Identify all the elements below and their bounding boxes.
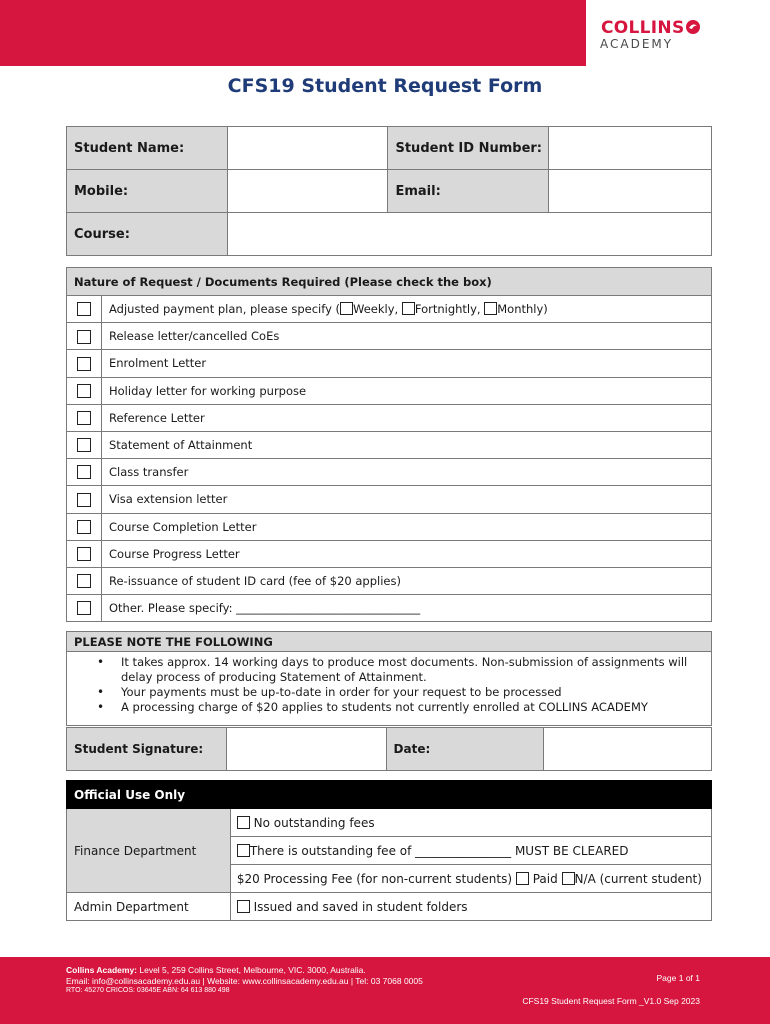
list-item bbox=[67, 595, 712, 622]
list-item bbox=[67, 323, 712, 350]
list-item bbox=[67, 404, 712, 431]
request-checkbox[interactable] bbox=[77, 520, 91, 534]
no-fees-label: No outstanding fees bbox=[253, 815, 375, 830]
request-table bbox=[66, 267, 712, 622]
student-name-field[interactable] bbox=[227, 127, 388, 170]
notes-table bbox=[66, 631, 712, 726]
outstanding-fee-label: There is outstanding fee of ________________ MUST BE CLEARED bbox=[249, 843, 629, 858]
student-id-field[interactable] bbox=[549, 127, 712, 170]
page-number: Page 1 of 1 bbox=[656, 973, 700, 983]
fortnightly-checkbox[interactable] bbox=[402, 302, 415, 315]
course-field[interactable] bbox=[227, 213, 711, 256]
footer-address bbox=[66, 965, 366, 975]
list-item bbox=[67, 377, 712, 404]
request-label: Reference Letter bbox=[102, 404, 712, 431]
mobile-label: Mobile: bbox=[67, 170, 228, 213]
request-label: Enrolment Letter bbox=[102, 350, 712, 377]
na-checkbox[interactable] bbox=[562, 872, 575, 885]
request-label: Class transfer bbox=[102, 459, 712, 486]
logo bbox=[586, 0, 770, 66]
request-label: Course Progress Letter bbox=[102, 540, 712, 567]
logo-swirl-icon bbox=[685, 19, 701, 35]
request-label: Visa extension letter bbox=[102, 486, 712, 513]
list-item bbox=[67, 567, 712, 594]
footer-address-text: Level 5, 259 Collins Street, Melbourne, VIC. 3000, Australia. bbox=[137, 965, 366, 975]
request-checkbox[interactable] bbox=[77, 384, 91, 398]
list-item bbox=[67, 540, 712, 567]
footer-rto: RTO: 45270 CRICOS: 03645E ABN: 64 613 880 498 bbox=[66, 987, 230, 994]
na-label: N/A (current student) bbox=[574, 871, 702, 886]
email-field[interactable] bbox=[549, 170, 712, 213]
request-checkbox[interactable] bbox=[77, 411, 91, 425]
request-heading: Nature of Request / Documents Required (Please check the box) bbox=[67, 268, 712, 296]
request-checkbox[interactable] bbox=[77, 330, 91, 344]
course-label: Course: bbox=[67, 213, 228, 256]
other-checkbox[interactable] bbox=[77, 601, 91, 615]
list-item bbox=[67, 459, 712, 486]
signature-label: Student Signature: bbox=[67, 728, 227, 771]
request-checkbox[interactable] bbox=[77, 357, 91, 371]
paid-label: Paid bbox=[532, 871, 558, 886]
monthly-checkbox[interactable] bbox=[484, 302, 497, 315]
issued-label: Issued and saved in student folders bbox=[253, 899, 468, 914]
admin-department-label: Admin Department bbox=[67, 893, 231, 921]
official-heading: Official Use Only bbox=[67, 781, 712, 809]
request-checkbox[interactable] bbox=[77, 574, 91, 588]
list-item bbox=[67, 513, 712, 540]
request-label: Re-issuance of student ID card (fee of $20 applies) bbox=[102, 567, 712, 594]
logo-text-academy: ACADEMY bbox=[600, 37, 674, 51]
other-label: Other. Please specify: ________________________________ bbox=[102, 595, 712, 622]
form-version: CFS19 Student Request Form _V1.0 Sep 2023 bbox=[522, 996, 700, 1006]
page-title: CFS19 Student Request Form bbox=[227, 75, 543, 97]
date-field[interactable] bbox=[544, 728, 712, 771]
notes-heading: PLEASE NOTE THE FOLLOWING bbox=[67, 632, 712, 652]
weekly-checkbox[interactable] bbox=[340, 302, 353, 315]
footer bbox=[0, 957, 770, 1024]
request-label: Statement of Attainment bbox=[102, 431, 712, 458]
mobile-field[interactable] bbox=[227, 170, 388, 213]
payment-plan-label: Adjusted payment plan, please specify ( bbox=[109, 302, 341, 317]
finance-department-label: Finance Department bbox=[67, 809, 231, 893]
signature-field[interactable] bbox=[226, 728, 386, 771]
request-label: Release letter/cancelled CoEs bbox=[102, 323, 712, 350]
note-item: • A processing charge of $20 applies to students not currently enrolled at COLLINS ACADEMY bbox=[97, 700, 701, 715]
logo-text-collins: COLLINS bbox=[601, 18, 685, 38]
list-item bbox=[67, 486, 712, 513]
fortnightly-label: Fortnightly, bbox=[414, 302, 481, 317]
outstanding-fee-checkbox[interactable] bbox=[237, 844, 250, 857]
date-label: Date: bbox=[386, 728, 544, 771]
official-use-table bbox=[66, 780, 712, 921]
list-item bbox=[67, 296, 712, 323]
request-checkbox[interactable] bbox=[77, 493, 91, 507]
weekly-label: Weekly, bbox=[353, 302, 399, 317]
request-label: Course Completion Letter bbox=[102, 513, 712, 540]
request-checkbox[interactable] bbox=[77, 465, 91, 479]
request-label: Holiday letter for working purpose bbox=[102, 377, 712, 404]
monthly-label: Monthly) bbox=[497, 302, 548, 317]
paid-checkbox[interactable] bbox=[516, 872, 529, 885]
note-item: • It takes approx. 14 working days to produce most documents. Non-submission of assignments will delay process of producing Statement of Attainment. bbox=[97, 655, 701, 685]
email-label: Email: bbox=[388, 170, 549, 213]
processing-fee-label: $20 Processing Fee (for non-current students) bbox=[236, 871, 513, 886]
request-checkbox[interactable] bbox=[77, 547, 91, 561]
issued-checkbox[interactable] bbox=[237, 900, 250, 913]
no-fees-checkbox[interactable] bbox=[237, 816, 250, 829]
payment-plan-checkbox[interactable] bbox=[77, 302, 91, 316]
footer-contact: Email: info@collinsacademy.edu.au | Website: www.collinsacademy.edu.au | Tel: 03 7068 0005 bbox=[66, 976, 423, 986]
signature-table bbox=[66, 727, 712, 771]
request-checkbox[interactable] bbox=[77, 438, 91, 452]
footer-address-bold: Collins Academy: bbox=[66, 965, 138, 975]
list-item bbox=[67, 431, 712, 458]
student-info-table bbox=[66, 126, 712, 256]
list-item bbox=[67, 350, 712, 377]
student-name-label: Student Name: bbox=[67, 127, 228, 170]
student-id-label: Student ID Number: bbox=[388, 127, 549, 170]
note-item: • Your payments must be up-to-date in order for your request to be processed bbox=[97, 685, 701, 700]
